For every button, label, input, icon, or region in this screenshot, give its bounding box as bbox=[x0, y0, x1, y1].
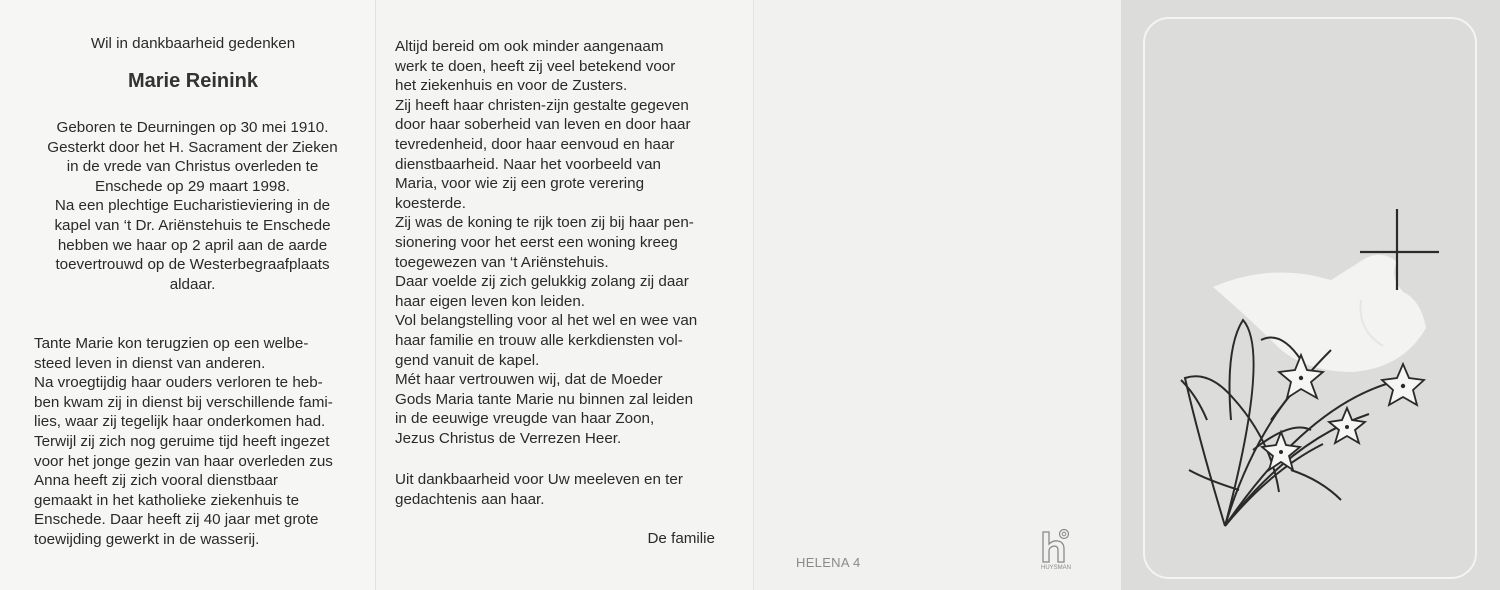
text-line: Na vroegtijdig haar ouders verloren te heb- bbox=[34, 374, 323, 392]
text-line: Altijd bereid om ook minder aangenaam bbox=[395, 38, 664, 55]
product-code: HELENA 4 bbox=[796, 555, 861, 570]
text-line: Terwijl zij zich nog geruime tijd heeft ingezet bbox=[34, 432, 330, 450]
text-line: gend vanuit de kapel. bbox=[395, 351, 540, 369]
text-line: Zij heeft haar christen-zijn gestalte gegeven bbox=[395, 96, 689, 114]
text-line: Na een plechtige Eucharistieviering in de bbox=[54, 197, 331, 215]
text-line: toewijding gewerkt in de wasserij. bbox=[34, 530, 260, 548]
text-line: het ziekenhuis en voor de Zusters. bbox=[395, 77, 628, 95]
text-line: Tante Marie kon terugzien op een welbe- bbox=[34, 335, 309, 352]
text-line: toegewezen van ‘t Ariënstehuis. bbox=[395, 253, 609, 271]
text-line: tevredenheid, door haar eenvoud en haar bbox=[395, 135, 675, 153]
deceased-name: Marie Reinink bbox=[127, 70, 259, 92]
text-line: Enschede. Daar heeft zij 40 jaar met grote bbox=[34, 511, 319, 529]
tribute-paragraph bbox=[395, 37, 715, 448]
text-line: koesterde. bbox=[395, 194, 466, 212]
text-line: aldaar. bbox=[169, 275, 216, 293]
text-line: door haar soberheid van leven en door haar bbox=[395, 116, 691, 134]
dove-icon bbox=[1213, 255, 1426, 372]
text-line: Maria, voor wie zij een grote verering bbox=[395, 175, 645, 193]
text-line: sionering voor het eerst een woning kreeg bbox=[395, 233, 678, 251]
text-line: Mét haar vertrouwen wij, dat de Moeder bbox=[395, 371, 663, 389]
text-line: hebben we haar op 2 april aan de aarde bbox=[57, 236, 328, 254]
birth-death-paragraph bbox=[30, 118, 355, 294]
text-line: Geboren te Deurningen op 30 mei 1910. bbox=[56, 119, 329, 136]
family-signature: De familie bbox=[647, 530, 715, 547]
flower-blossoms bbox=[1262, 355, 1424, 470]
text-line: lies, waar zij tegelijk haar onderkomen had. bbox=[34, 413, 326, 431]
text-line: Enschede op 29 maart 1998. bbox=[94, 177, 291, 195]
memorial-heading: Wil in dankbaarheid gedenken bbox=[90, 35, 296, 52]
fold-line bbox=[375, 0, 376, 590]
text-line: haar familie en trouw alle kerkdiensten vol- bbox=[395, 331, 683, 349]
text-line: Vol belangstelling voor al het wel en wee van bbox=[395, 312, 698, 330]
text-line: haar eigen leven kon leiden. bbox=[395, 292, 585, 310]
back-cover-panel bbox=[753, 0, 1121, 590]
text-line: Daar voelde zij zich gelukkig zolang zij daar bbox=[395, 273, 689, 291]
logo-text: HUYSMAN bbox=[1040, 565, 1072, 571]
text-line: in de eeuwige vreugde van haar Zoon, bbox=[395, 410, 655, 428]
text-line: voor het jonge gezin van haar overleden zus bbox=[34, 452, 333, 470]
thanks-paragraph bbox=[395, 470, 715, 509]
text-line: werk te doen, heeft zij veel betekend voor bbox=[395, 57, 676, 75]
text-line: kapel van ‘t Dr. Ariënstehuis te Enschede bbox=[54, 216, 331, 234]
fold-line bbox=[753, 0, 754, 590]
text-line: dienstbaarheid. Naar het voorbeeld van bbox=[395, 155, 661, 173]
text-line: steed leven in dienst van anderen. bbox=[34, 354, 266, 372]
front-artwork bbox=[1121, 0, 1500, 590]
text-line: Anna heeft zij zich vooral dienstbaar bbox=[34, 472, 278, 490]
text-line: gedachtenis aan haar. bbox=[395, 490, 545, 508]
text-line: Gods Maria tante Marie nu binnen zal leiden bbox=[395, 390, 694, 408]
text-line: ben kwam zij in dienst bij verschillende fami- bbox=[34, 393, 333, 411]
text-line: Zij was de koning te rijk toen zij bij haar pen- bbox=[395, 214, 694, 232]
publisher-logo-icon bbox=[1038, 528, 1074, 572]
text-line: gemaakt in het katholieke ziekenhuis te bbox=[34, 491, 300, 509]
text-line: Uit dankbaarheid voor Uw meeleven en ter bbox=[395, 471, 683, 488]
text-line: in de vrede van Christus overleden te bbox=[66, 158, 319, 176]
text-line: Jezus Christus de Verrezen Heer. bbox=[395, 429, 622, 447]
text-line: toevertrouwd op de Westerbegraafplaats bbox=[55, 256, 330, 274]
biography-paragraph bbox=[34, 334, 355, 550]
text-line: Gesterkt door het H. Sacrament der Zieken bbox=[47, 138, 338, 156]
